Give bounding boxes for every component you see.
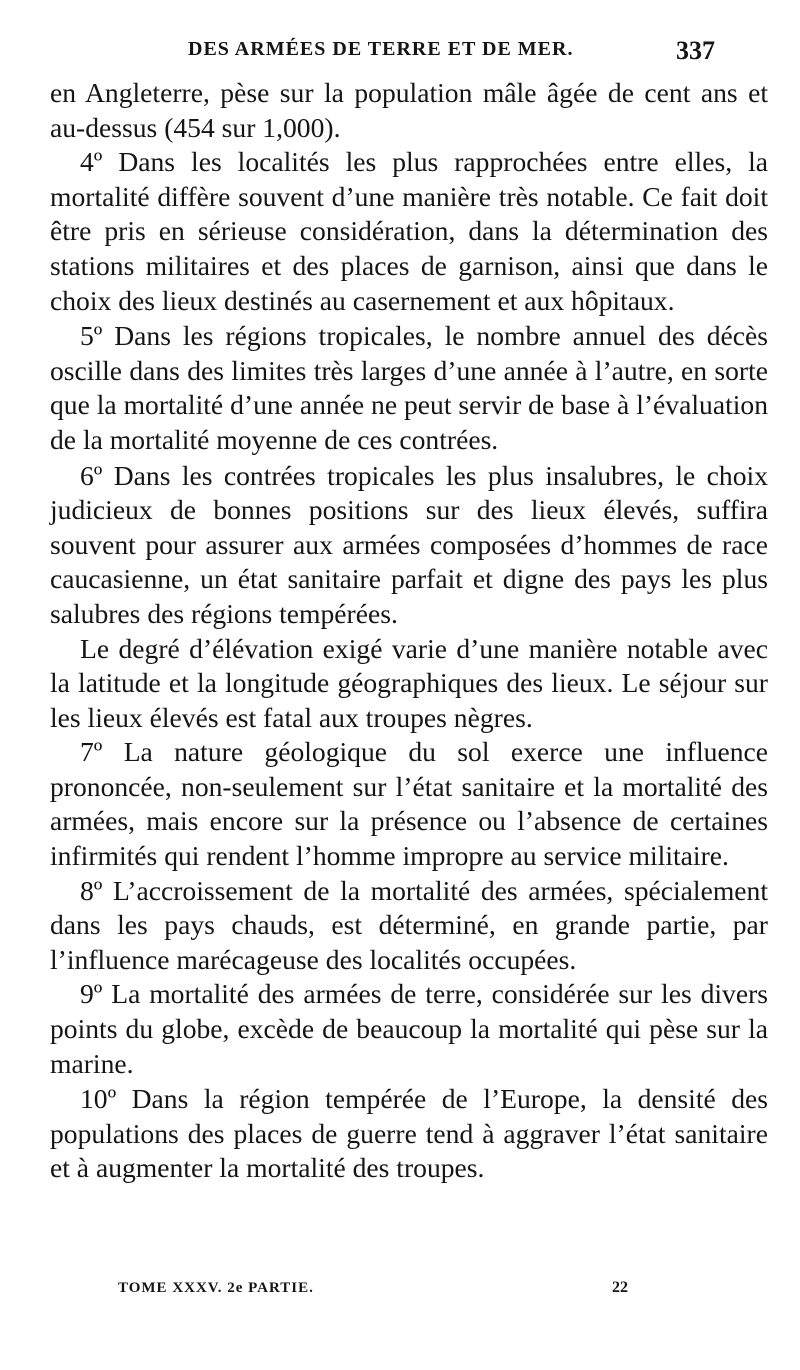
page-header (0, 36, 800, 70)
paragraph-point-8: 8º L’accroissement de la mortalité des armées, spécialement dans les pays chauds, est déterminé, en grande partie, par l’influence marécageuse des localités occupées. (50, 874, 768, 975)
page-footer (0, 1280, 800, 1310)
paragraph-point-4: 4º Dans les localités les plus rapprochées entre elles, la mortalité diffère souvent d’une manière très notable. Ce fait doit être pris en sérieuse considération, dans la détermination des stations militaires et des places de garnison, ainsi que dans le choix des lieux destinés au casernement et aux hôpitaux. (50, 146, 768, 316)
page-number: 337 (676, 36, 715, 65)
paragraph-continuation: en Angleterre, pèse sur la population mâle âgée de cent ans et au-dessus (454 sur 1,000). (50, 77, 768, 143)
paragraph-point-7: 7º La nature géologique du sol exerce une influence prononcée, non-seulement sur l’état sanitaire et la mortalité des armées, mais encore sur la présence ou l’absence de certaines infirmités qui rendent l’homme impropre au service militaire. (50, 736, 768, 872)
paragraph-elevation: Le degré d’élévation exigé varie d’une manière notable avec la latitude et la longitude géographiques des lieux. Le séjour sur les lieux élevés est fatal aux troupes nègres. (50, 632, 768, 733)
paragraph-point-9: 9º La mortalité des armées de terre, considérée sur les divers points du globe, excède de beaucoup la mortalité qui pèse sur la marine. (50, 978, 768, 1079)
paragraph-point-5: 5º Dans les régions tropicales, le nombre annuel des décès oscille dans des limites très larges d’une année à l’autre, en sorte que la mortalité d’une année ne peut servir de base à l’évaluation de la mortalité moyenne de ces contrées. (50, 320, 768, 455)
paragraph-point-10: 10º Dans la région tempérée de l’Europe, la densité des populations des places de guerre tend à aggraver l’état sanitaire et à augmenter la mortalité des troupes. (50, 1083, 768, 1184)
body-text (50, 76, 768, 1186)
paragraph-point-6: 6º Dans les contrées tropicales les plus insalubres, le choix judicieux de bonnes positions sur des lieux élevés, suffira souvent pour assurer aux armées composées d’hommes de race caucasienne, un état sanitaire parfait et digne des pays les plus salubres des régions tempérées. (50, 459, 768, 629)
volume-line: TOME XXXV. 2e PARTIE. (118, 1280, 314, 1296)
signature-mark: 22 (612, 1279, 628, 1296)
running-title: DES ARMÉES DE TERRE ET DE MER. (188, 38, 574, 60)
